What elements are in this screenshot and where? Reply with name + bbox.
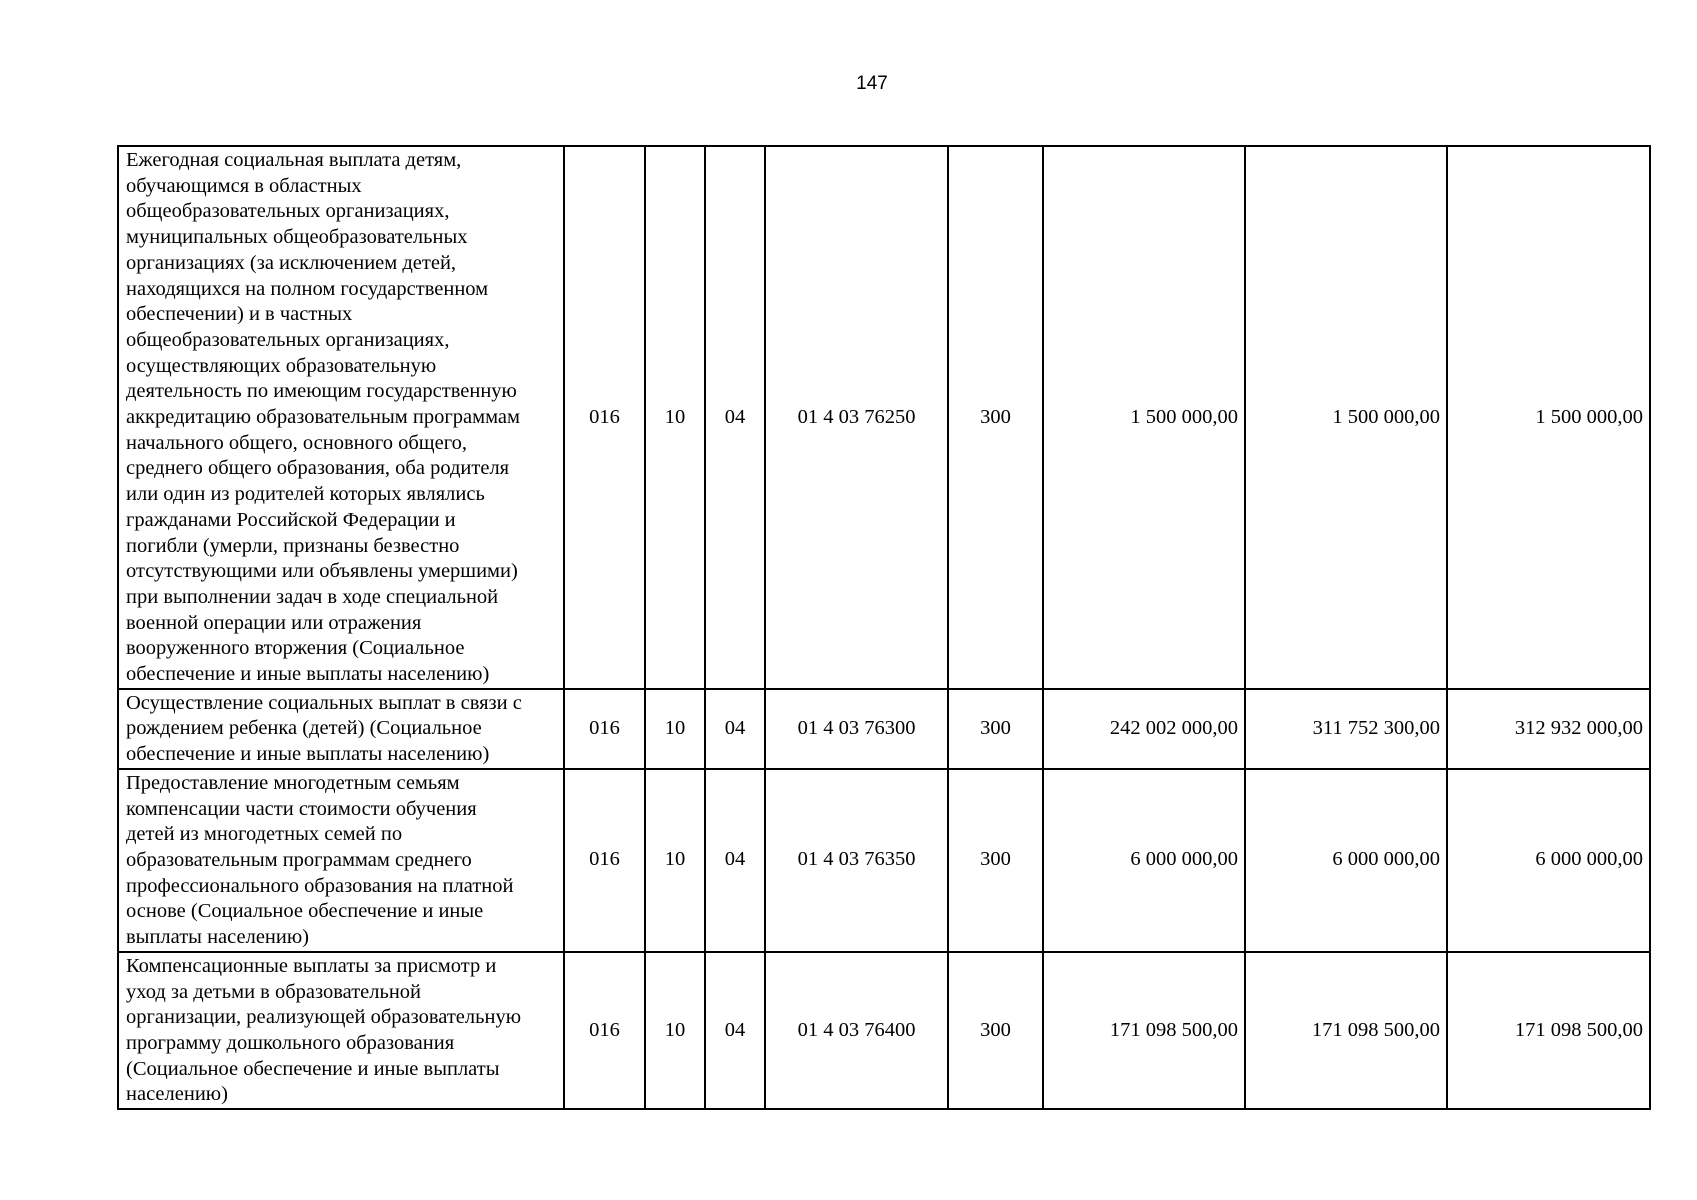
description-line: организации, реализующей образовательную [126,1006,522,1029]
description-line: военной операции или отражения [126,611,422,634]
description-line: (Социальное обеспечение и иные выплаты [126,1057,500,1080]
target-article-code: 01 4 03 76250 [765,146,948,689]
table-row [118,769,1650,952]
description-line: муниципальных общеобразовательных [126,226,468,249]
amount-year-1: 171 098 500,00 [1043,952,1245,1109]
description-line: населению) [126,1083,228,1106]
description-line: основе (Социальное обеспечение и иные [126,900,484,923]
description-line: находящихся на полном государственном [126,277,489,300]
target-article-code: 01 4 03 76400 [765,952,948,1109]
description-line: образовательным программам среднего [126,848,472,871]
section-code: 10 [645,689,705,769]
amount-year-1: 6 000 000,00 [1043,769,1245,952]
expense-type-code: 300 [948,146,1043,689]
section-code: 10 [645,769,705,952]
description-line: обеспечение и иные выплаты населению) [126,743,490,766]
amount-year-3: 171 098 500,00 [1447,952,1650,1109]
target-article-code: 01 4 03 76350 [765,769,948,952]
row-description [118,769,564,952]
description-line: организациях (за исключением детей, [126,251,457,274]
section-code: 10 [645,952,705,1109]
ministry-code: 016 [564,689,645,769]
description-line: Осуществление социальных выплат в связи с [126,691,522,714]
subsection-code: 04 [705,689,765,769]
amount-year-2: 311 752 300,00 [1245,689,1447,769]
subsection-code: 04 [705,146,765,689]
description-line: Предоставление многодетным семьям [126,771,460,794]
table-row [118,689,1650,769]
description-line: компенсации части стоимости обучения [126,797,477,820]
section-code: 10 [645,146,705,689]
amount-year-2: 1 500 000,00 [1245,146,1447,689]
description-line: обучающимся в областных [126,174,362,197]
description-line: или один из родителей которых являлись [126,483,485,506]
description-line: среднего общего образования, оба родителя [126,457,510,480]
description-line: осуществляющих образовательную [126,354,437,377]
ministry-code: 016 [564,769,645,952]
description-line: вооруженного вторжения (Социальное [126,637,465,660]
table-row [118,146,1650,689]
row-description [118,689,564,769]
amount-year-3: 1 500 000,00 [1447,146,1650,689]
expense-type-code: 300 [948,689,1043,769]
page-number: 147 [856,73,888,94]
description-line: деятельность по имеющим государственную [126,380,517,403]
description-line: обеспечение и иные выплаты населению) [126,663,490,686]
description-line: уход за детьми в образовательной [126,980,422,1003]
expense-type-code: 300 [948,952,1043,1109]
table-row [118,952,1650,1109]
subsection-code: 04 [705,952,765,1109]
description-line: детей из многодетных семей по [126,823,403,846]
expense-type-code: 300 [948,769,1043,952]
description-line: программу дошкольного образования [126,1031,455,1054]
description-line: гражданами Российской Федерации и [126,508,456,531]
amount-year-2: 171 098 500,00 [1245,952,1447,1109]
subsection-code: 04 [705,769,765,952]
description-line: при выполнении задач в ходе специальной [126,585,499,608]
description-line: начального общего, основного общего, [126,431,467,454]
ministry-code: 016 [564,952,645,1109]
budget-table [117,145,1651,1110]
ministry-code: 016 [564,146,645,689]
description-line: погибли (умерли, признаны безвестно [126,534,460,557]
amount-year-2: 6 000 000,00 [1245,769,1447,952]
row-description [118,146,564,689]
description-line: обеспечении) и в частных [126,303,353,326]
description-line: отсутствующими или объявлены умершими) [126,560,518,583]
target-article-code: 01 4 03 76300 [765,689,948,769]
description-line: Компенсационные выплаты за присмотр и [126,954,497,977]
amount-year-3: 312 932 000,00 [1447,689,1650,769]
description-line: аккредитацию образовательным программам [126,406,521,429]
description-line: рождением ребенка (детей) (Социальное [126,717,482,740]
amount-year-1: 1 500 000,00 [1043,146,1245,689]
description-line: общеобразовательных организациях, [126,200,450,223]
description-line: Ежегодная социальная выплата детям, [126,149,462,171]
amount-year-3: 6 000 000,00 [1447,769,1650,952]
description-line: общеобразовательных организациях, [126,328,450,351]
row-description [118,952,564,1109]
amount-year-1: 242 002 000,00 [1043,689,1245,769]
description-line: выплаты населению) [126,926,310,949]
description-line: профессионального образования на платной [126,874,514,897]
